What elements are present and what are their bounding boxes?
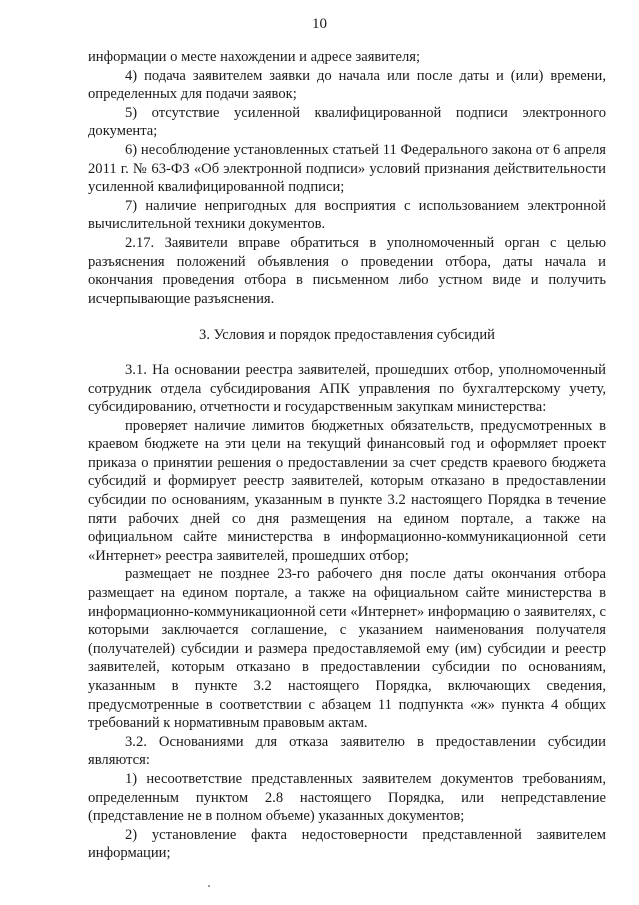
document-body (88, 48, 606, 863)
page-number: 10 (312, 16, 327, 32)
paragraph: 2) установление факта недостоверности представленной заявителем информации; (88, 826, 606, 862)
paragraph: 1) несоответствие представленных заявителем документов требованиям, определенным пунктом 2.8 настоящего Порядка, или непредставление (представление не в полном объеме) указанных документов; (88, 770, 606, 825)
paragraph: информации о месте нахождении и адресе заявителя; (88, 49, 421, 65)
paragraph: 2.17. Заявители вправе обратиться в уполномоченный орган с целью разъяснения положений объявления о проведении отбора, даты начала и окончания проведения отбора в письменном либо устном виде и получить исчерпывающие разъяснения. (88, 234, 606, 307)
paragraph: размещает не позднее 23-го рабочего дня после даты окончания отбора размещает на едином портале, а также на официальном сайте министерства в информационно-коммуникационной сети «Интернет» информацию о заявителях, с которыми заключается соглашение, с указанием наименования получателя (получателей) субсидии и размера предоставляемой ему (им) субсидии и реестр заявителей, которым отказано в предоставлении субсидии по основаниям, указанным в пункте 3.2 настоящего Порядка, включающих сведения, предусмотренные в соответствии с абзацем 11 подпункта «ж» пункта 4 общих требований к нормативным правовым актам. (88, 566, 606, 732)
section-heading: 3. Условия и порядок предоставления субсидий (199, 327, 495, 344)
paragraph: 6) несоблюдение установленных статьей 11 Федерального закона от 6 апреля 2011 г. № 63-ФЗ «Об электронной подписи» условий признания действительности усиленной квалифицированной подписи; (88, 141, 606, 196)
paragraph: 7) наличие непригодных для восприятия с использованием электронной вычислительной техники документов. (88, 197, 606, 233)
paragraph: 5) отсутствие усиленной квалифицированной подписи электронного документа; (88, 104, 606, 140)
paragraph: 3.2. Основаниями для отказа заявителю в предоставлении субсидии являются: (88, 733, 606, 769)
paragraph: проверяет наличие лимитов бюджетных обязательств, предусмотренных в краевом бюджете на эти цели на текущий финансовый год и оформляет проект приказа о принятии решения о предоставлении за счет средств краевого бюджета субсидий и формирует реестр заявителей, которым отказано в предоставлении субсидии по основаниям, указанным в пункте 3.2 настоящего Порядка в течение пяти рабочих дней со дня размещения на едином портале, а также на официальном сайте министерства в информационно-коммуникационной сети «Интернет» реестра заявителей, прошедших отбор; (88, 417, 606, 564)
scan-speck (208, 885, 210, 887)
paragraph: 4) подача заявителем заявки до начала или после даты и (или) времени, определенных для подачи заявок; (88, 67, 606, 103)
paragraph: 3.1. На основании реестра заявителей, прошедших отбор, уполномоченный сотрудник отдела субсидирования АПК управления по бухгалтерскому учету, субсидированию, отчетности и государственным закупкам министерства: (88, 361, 606, 416)
